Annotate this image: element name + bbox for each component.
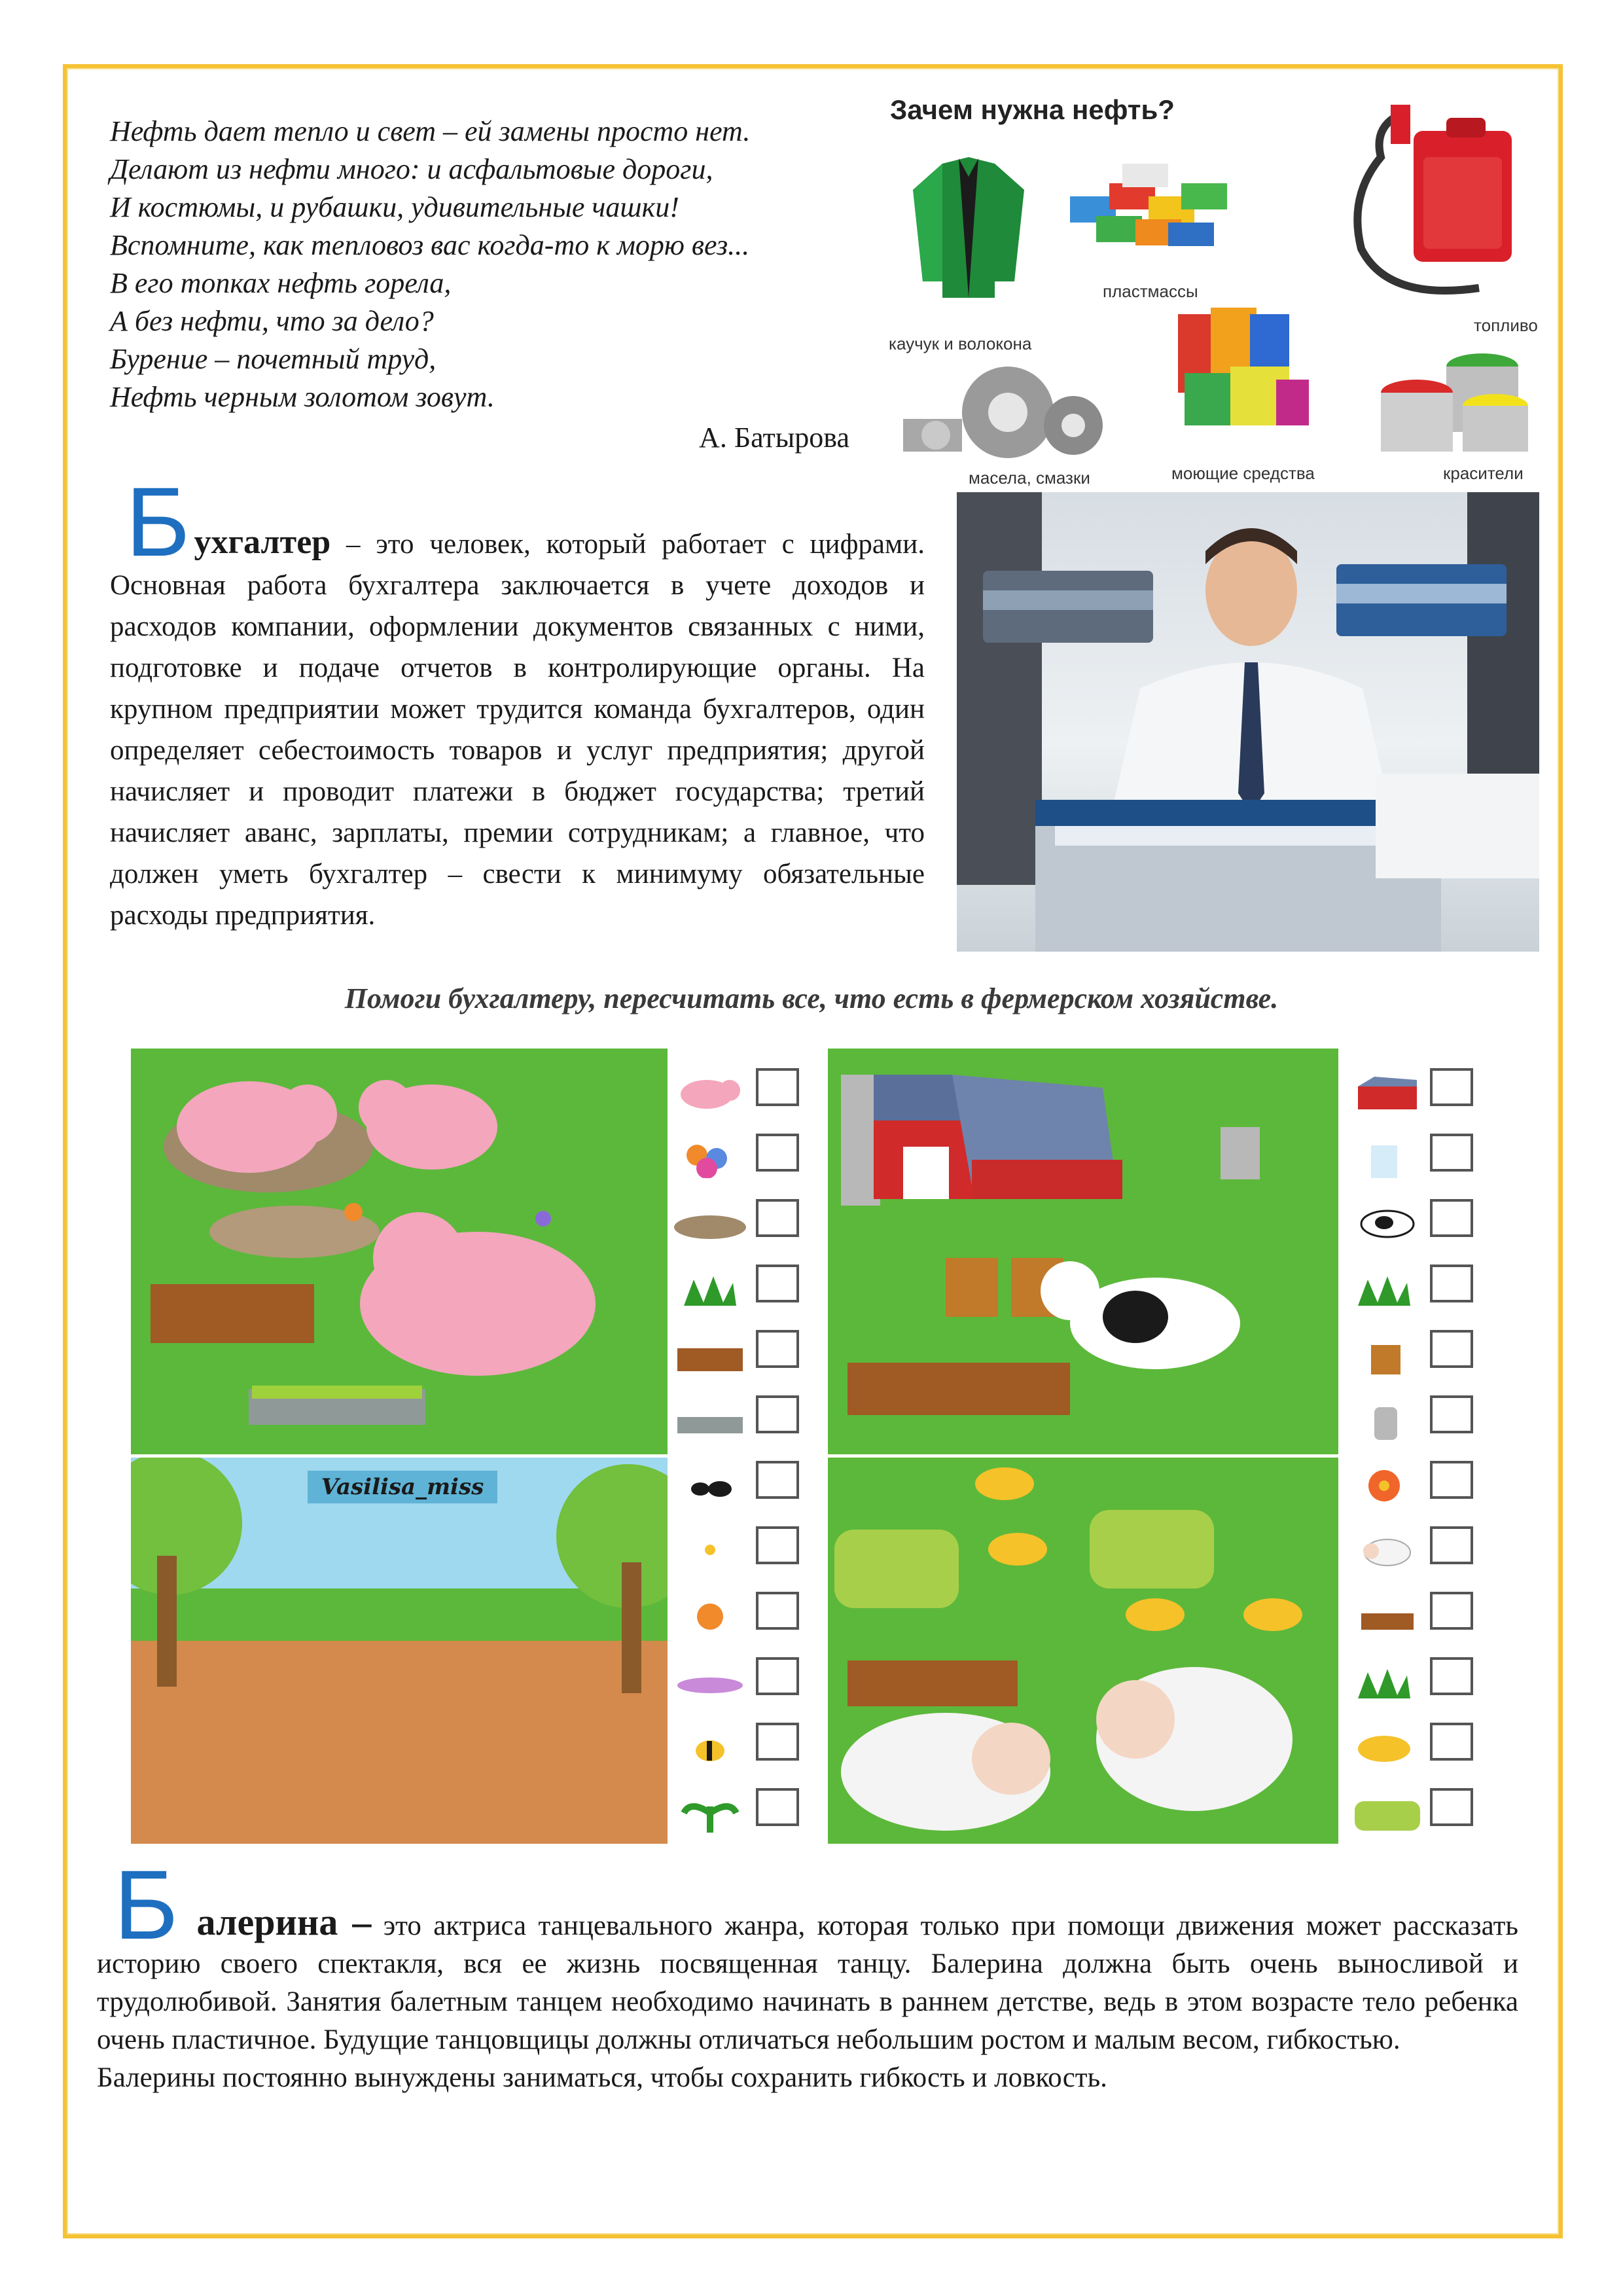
bookkeeper-paragraph xyxy=(110,467,925,936)
count-input[interactable] xyxy=(1430,1068,1473,1106)
ballerina-paragraph xyxy=(97,1850,1518,2097)
drop-cap: Б xyxy=(126,467,190,577)
count-row xyxy=(1345,1395,1476,1441)
barn-icon xyxy=(1345,1073,1423,1113)
count-input[interactable] xyxy=(1430,1788,1473,1826)
count-input[interactable] xyxy=(1430,1199,1473,1237)
poem-line: Вспомните, как тепловоз вас когда-то к морю вез... xyxy=(110,229,750,261)
count-input[interactable] xyxy=(756,1068,799,1106)
plastic-blocks-icon xyxy=(1057,157,1240,255)
poem-line: Нефть дает тепло и свет – ей замены просто нет. xyxy=(110,115,751,147)
fence-icon xyxy=(671,1335,749,1374)
watermark: Vasilisa_miss xyxy=(321,1474,484,1500)
count-row xyxy=(1345,1657,1476,1703)
bee-icon xyxy=(671,1728,749,1767)
count-input[interactable] xyxy=(756,1265,799,1302)
milk-can-icon xyxy=(1345,1401,1423,1440)
bookkeeper-text: – это человек, который работает с цифрами. Основная работа бухгалтера заключается в учете доходов и расходов компании, оформлении документов связанных с ними, подготовке и подаче отчетов в контролирующие органы. На крупном предприятии может трудится команда бухгалтеров, один определяет себестоимость товаров и услуг предприятия; другой начисляет и проводит платежи в бюджет государства; третий начисляет аванс, зарплаты, премии сотрудникам; а главное, что должен уметь бухгалтер – свести к минимуму обязательные расходы предприятия. xyxy=(110,529,925,931)
poem-line: А без нефти, что за дело? xyxy=(110,305,434,337)
count-input[interactable] xyxy=(756,1657,799,1695)
poem-line: Бурение – почетный труд, xyxy=(110,343,437,375)
grass-icon xyxy=(1345,1662,1423,1702)
count-input[interactable] xyxy=(756,1395,799,1433)
count-row xyxy=(1345,1461,1476,1507)
hay-icon xyxy=(1345,1793,1423,1833)
caterpillar-icon xyxy=(671,1662,749,1702)
barn-panel xyxy=(828,1049,1338,1454)
count-input[interactable] xyxy=(1430,1723,1473,1761)
farm-counting-game xyxy=(131,1049,1492,1840)
sheep-icon xyxy=(1345,1532,1423,1571)
poem-line: Нефть черным золотом зовут. xyxy=(110,381,495,413)
fence-icon xyxy=(1345,1597,1423,1636)
count-input[interactable] xyxy=(756,1330,799,1368)
count-row xyxy=(1345,1265,1476,1310)
count-row xyxy=(1345,1199,1476,1245)
count-input[interactable] xyxy=(1430,1461,1473,1499)
count-row xyxy=(671,1723,802,1768)
grass-icon xyxy=(671,1270,749,1309)
count-input[interactable] xyxy=(756,1723,799,1761)
task-instruction: Помоги бухгалтеру, пересчитать все, что есть в фермерском хозяйстве. xyxy=(344,982,1279,1014)
count-row xyxy=(671,1199,802,1245)
snail-icon xyxy=(671,1597,749,1636)
count-row xyxy=(1345,1134,1476,1179)
orange-flower-icon xyxy=(1345,1466,1423,1505)
count-row xyxy=(671,1134,802,1179)
trough-icon xyxy=(671,1401,749,1440)
fuel-canister-icon xyxy=(1335,92,1538,301)
ballerina-term: алерина – xyxy=(196,1901,372,1943)
left-count-column xyxy=(671,1068,808,1827)
count-input[interactable] xyxy=(756,1134,799,1172)
bucket-icon xyxy=(1345,1335,1423,1374)
bookkeeper-term: ухгалтер xyxy=(194,524,331,561)
count-row xyxy=(1345,1526,1476,1572)
right-count-column xyxy=(1345,1068,1482,1827)
count-input[interactable] xyxy=(756,1199,799,1237)
mud-icon xyxy=(671,1204,749,1244)
label-rubber: каучук и волокона xyxy=(889,334,1032,353)
pig-icon xyxy=(671,1073,749,1113)
count-input[interactable] xyxy=(1430,1592,1473,1630)
sheep-panel xyxy=(828,1458,1338,1844)
count-row xyxy=(671,1461,802,1507)
cheese-icon xyxy=(1345,1728,1423,1767)
count-input[interactable] xyxy=(1430,1395,1473,1433)
count-row xyxy=(671,1592,802,1638)
pig-farm-panel xyxy=(131,1049,668,1454)
count-row xyxy=(671,1265,802,1310)
ballerina-last-line: Балерины постоянно вынуждены заниматься, чтобы сохранить гибкость и ловкость. xyxy=(97,2062,1107,2093)
garden-panel xyxy=(131,1458,668,1844)
oil-panel-title: Зачем нужна нефть? xyxy=(890,94,1175,125)
count-row xyxy=(671,1526,802,1572)
poem xyxy=(110,113,863,457)
milk-carton-icon xyxy=(1345,1139,1423,1178)
gears-icon xyxy=(897,360,1113,471)
drop-cap: Б xyxy=(114,1850,179,1960)
poem-line: Делают из нефти много: и асфальтовые дороги, xyxy=(110,153,713,185)
sprout-icon xyxy=(671,1793,749,1833)
label-fuel: топливо xyxy=(1474,315,1538,335)
count-row xyxy=(1345,1723,1476,1768)
label-detergents: моющие средства xyxy=(1171,463,1315,483)
label-dyes: красители xyxy=(1443,463,1524,483)
count-input[interactable] xyxy=(756,1526,799,1564)
label-plastics: пластмассы xyxy=(1103,281,1198,301)
detergents-icon xyxy=(1171,301,1315,432)
count-row xyxy=(671,1395,802,1441)
poem-author: А. Батырова xyxy=(699,422,849,454)
ballerina-text: это актриса танцевального жанра, которая только при помощи движения может рассказать историю своего спектакля, вся ее жизнь посвященная танцу. Балерина должна быть очень выносливой и трудолюбивой. Занятия балетным танцем необходимо начинать в раннем детстве, ведь в этом возрасте тело ребенка очень пластичное. Будущие танцовщицы должны отличаться небольшим ростом и малым весом, гибкостью. xyxy=(97,1910,1518,2055)
daisy-icon xyxy=(671,1532,749,1571)
count-input[interactable] xyxy=(1430,1526,1473,1564)
poem-line: И костюмы, и рубашки, удивительные чашки! xyxy=(110,191,679,223)
label-oils: масела, смазки xyxy=(969,468,1090,488)
count-input[interactable] xyxy=(1430,1265,1473,1302)
count-row xyxy=(671,1068,802,1114)
poem-line: В его топках нефть горела, xyxy=(110,267,452,299)
count-input[interactable] xyxy=(756,1461,799,1499)
cow-icon xyxy=(1345,1204,1423,1244)
ant-icon xyxy=(671,1466,749,1505)
count-input[interactable] xyxy=(756,1592,799,1630)
count-row xyxy=(1345,1330,1476,1376)
count-row xyxy=(1345,1592,1476,1638)
paint-cans-icon xyxy=(1371,347,1541,458)
bookkeeper-photo xyxy=(957,492,1539,952)
flower-icon xyxy=(671,1139,749,1178)
count-input[interactable] xyxy=(1430,1657,1473,1695)
office-scene-illustration xyxy=(957,492,1539,952)
count-row xyxy=(1345,1068,1476,1114)
count-input[interactable] xyxy=(1430,1134,1473,1172)
count-row xyxy=(671,1330,802,1376)
grass-icon xyxy=(1345,1270,1423,1309)
oil-uses-panel xyxy=(883,85,1551,491)
jacket-icon xyxy=(903,151,1034,301)
count-row xyxy=(671,1788,802,1834)
count-input[interactable] xyxy=(1430,1330,1473,1368)
count-input[interactable] xyxy=(756,1788,799,1826)
count-row xyxy=(1345,1788,1476,1834)
count-row xyxy=(671,1657,802,1703)
